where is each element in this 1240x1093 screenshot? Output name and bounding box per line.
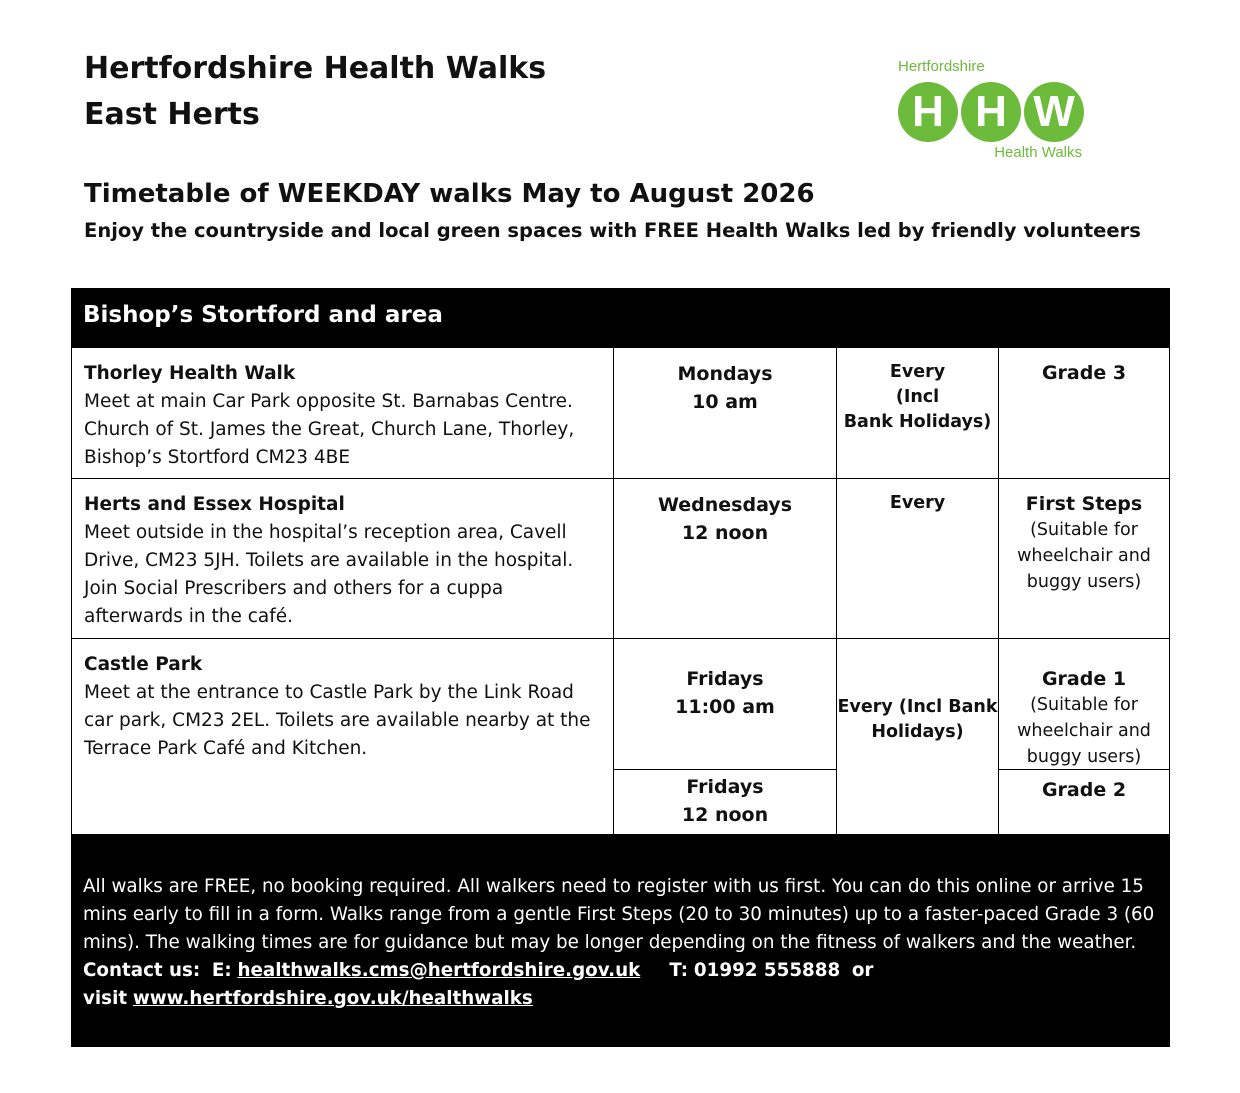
walk-details-cell (71, 347, 614, 479)
page-title: Hertfordshire Health Walks (84, 51, 547, 86)
walk-grade: Grade 3 (1041, 362, 1127, 384)
walk-name: Castle Park (84, 654, 203, 675)
email-link[interactable]: healthwalks.cms@hertfordshire.gov.uk (237, 960, 641, 981)
walk-day-time-cell (613, 769, 837, 835)
walk-frequency-cell (836, 638, 999, 835)
walk-time: 10 am (692, 391, 758, 413)
walk-grade-cell (998, 478, 1170, 639)
walk-day-time-cell (613, 347, 837, 479)
logo-letter-w: W (1024, 82, 1084, 142)
walk-description: Meet at the entrance to Castle Park by the Link Road car park, CM23 2EL. Toilets are available nearby at the Terrace Park Café and Kitchen. (84, 682, 591, 759)
timetable-subheading: Enjoy the countryside and local green spaces with FREE Health Walks led by friendly volunteers (84, 219, 1141, 242)
walk-frequency-line: (Incl (895, 387, 940, 407)
page-subtitle: East Herts (84, 97, 260, 132)
walk-frequency-line: Every (Incl Bank (837, 697, 998, 717)
walk-description: Meet at main Car Park opposite St. Barnabas Centre. Church of St. James the Great, Church Lane, Thorley, Bishop’s Stortford CM23 4BE (84, 391, 575, 468)
walk-day-time-cell (613, 638, 837, 770)
walk-description: Meet outside in the hospital’s reception area, Cavell Drive, CM23 5JH. Toilets are available in the hospital. Join Social Prescribers and others for a cuppa afterwards in the café. (84, 522, 574, 627)
walk-frequency-line: Every (889, 493, 946, 513)
walk-day: Fridays (686, 668, 764, 690)
walk-grade: Grade 1 (1041, 668, 1127, 690)
walk-time: 12 noon (681, 522, 769, 544)
walk-frequency-line: Every (889, 362, 946, 382)
logo-bottom-text: Health Walks (994, 144, 1082, 161)
walk-day: Fridays (686, 776, 764, 798)
logo-letter-h2: H (961, 82, 1021, 142)
walk-frequency-cell (836, 478, 999, 639)
hhw-logo (892, 58, 1092, 168)
footer-info-text: All walks are FREE, no booking required. All walkers need to register with us first. You can do this online or arrive 15 mins early to fill in a form. Walks range from a gentle First Steps (20 to 30 minutes) up to a faster-paced Grade 3 (60 mins). The walking times are for guidance but may be longer depending on the fitness of walkers and the weather. (83, 876, 1155, 953)
walk-day: Wednesdays (657, 494, 793, 516)
phone-number: 01992 555888 (693, 960, 841, 981)
walk-name: Herts and Essex Hospital (84, 494, 345, 515)
visit-text: visit (83, 988, 128, 1009)
walk-grade-note: (Suitable for wheelchair and buggy users) (1017, 695, 1151, 767)
logo-top-text: Hertfordshire (898, 58, 985, 75)
walk-day-time-cell (613, 478, 837, 639)
walk-frequency-cell (836, 347, 999, 479)
email-prefix: E: (211, 960, 232, 981)
walk-grade: First Steps (1025, 493, 1143, 515)
website-link[interactable]: www.hertfordshire.gov.uk/healthwalks (132, 988, 533, 1009)
walk-day: Mondays (677, 363, 773, 385)
walk-details-cell (71, 478, 614, 639)
walk-name: Thorley Health Walk (84, 363, 296, 384)
walks-table (71, 288, 1170, 826)
contact-label: Contact us: (83, 960, 201, 981)
walk-time: 11:00 am (675, 696, 775, 718)
walk-grade-note: (Suitable for wheelchair and buggy users) (1017, 520, 1151, 592)
info-footer (71, 834, 1170, 1047)
walk-grade: Grade 2 (1041, 779, 1127, 801)
walk-details-cell (71, 638, 614, 835)
or-text: or (851, 960, 874, 981)
phone-prefix: T: (669, 960, 689, 981)
logo-letter-h1: H (898, 82, 958, 142)
walk-grade-cell (998, 347, 1170, 479)
section-title: Bishop’s Stortford and area (71, 288, 1170, 348)
walk-frequency-line: Holidays) (871, 722, 964, 742)
walk-grade-cell (998, 769, 1170, 835)
walk-frequency-line: Bank Holidays) (843, 412, 992, 432)
walk-grade-cell (998, 638, 1170, 770)
walk-time: 12 noon (681, 804, 769, 826)
timetable-heading: Timetable of WEEKDAY walks May to August 2026 (84, 179, 815, 209)
